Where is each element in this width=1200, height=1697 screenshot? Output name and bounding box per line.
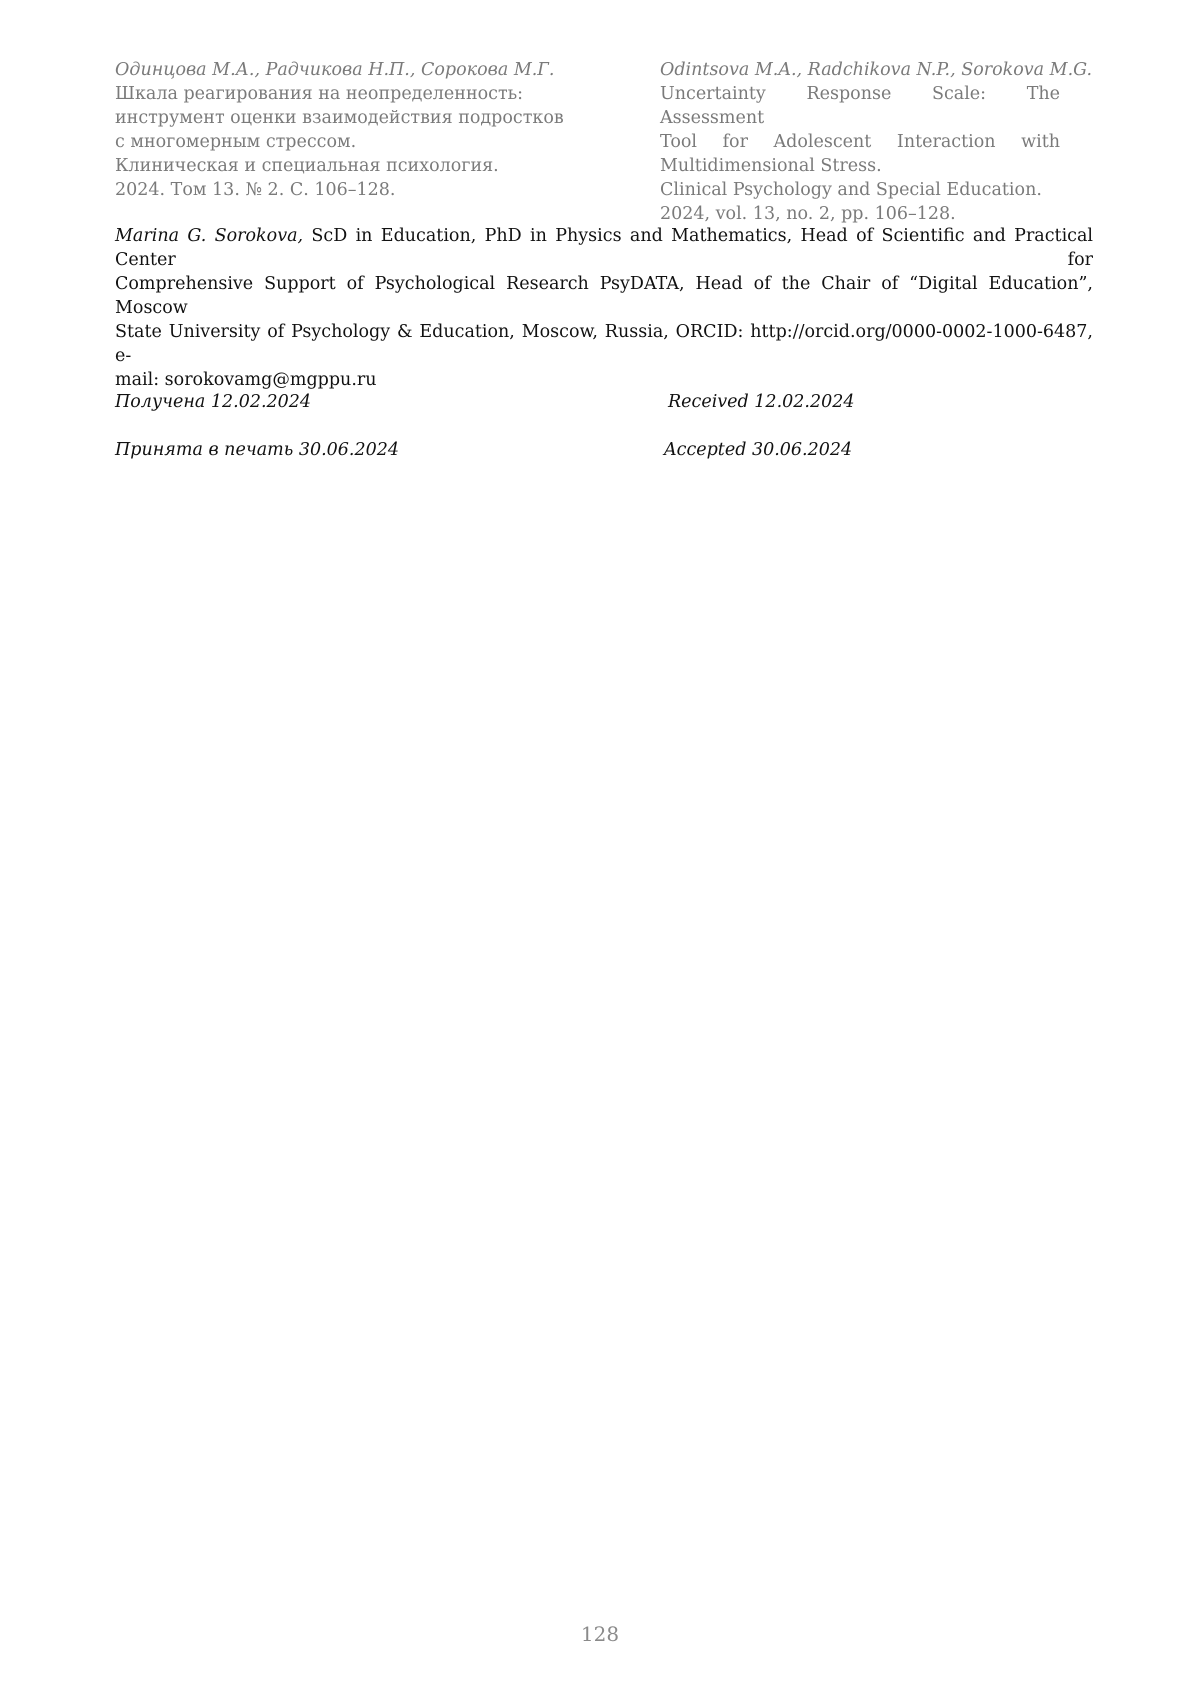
header-title-ru-line-2: инструмент оценки взаимодействия подростков xyxy=(115,108,564,128)
header-journal-en: Clinical Psychology and Special Education. xyxy=(660,180,1042,200)
running-header-en xyxy=(660,58,1093,226)
author-bio-line-1 xyxy=(115,224,1093,272)
author-bio-line-3: State University of Psychology & Education, Moscow, Russia, ORCID: http://orcid.org/0000-0002-1000-6487, e- xyxy=(115,322,1093,366)
header-title-en-line-2: Tool for Adolescent Interaction with xyxy=(660,132,1060,152)
author-bio-text-1: ScD in Education, PhD in Physics and Mathematics, Head of Scientific and Practical Center for xyxy=(115,226,1093,270)
received-date-en: Received 12.02.2024 xyxy=(668,392,855,412)
accepted-date-ru: Принята в печать 30.06.2024 xyxy=(115,440,400,460)
header-journal-ru: Клиническая и специальная психология. xyxy=(115,156,499,176)
page-number: 128 xyxy=(580,1622,620,1646)
author-name: Marina G. Sorokova, xyxy=(115,226,304,246)
header-authors-ru: Одинцова М.А., Радчикова Н.П., Сорокова М.Г. xyxy=(115,60,555,80)
header-citation-ru: 2024. Том 13. № 2. С. 106–128. xyxy=(115,180,396,200)
author-bio-line-2: Comprehensive Support of Psychological Research PsyDATA, Head of the Chair of “Digital Education”, Moscow xyxy=(115,274,1093,318)
author-bio-line-4: mail: sorokovamg@mgppu.ru xyxy=(115,370,377,390)
header-title-en-line-1: Uncertainty Response Scale: The Assessment xyxy=(660,84,1060,128)
header-citation-en: 2024, vol. 13, no. 2, pp. 106–128. xyxy=(660,204,956,224)
received-date-ru: Получена 12.02.2024 xyxy=(115,392,312,412)
header-title-ru-line-3: с многомерным стрессом. xyxy=(115,132,357,152)
accepted-date-en: Accepted 30.06.2024 xyxy=(664,440,853,460)
author-bio xyxy=(115,224,1093,392)
header-title-en-line-3: Multidimensional Stress. xyxy=(660,156,882,176)
header-authors-en: Odintsova M.A., Radchikova N.P., Sorokova M.G. xyxy=(660,60,1093,80)
header-title-ru-line-1: Шкала реагирования на неопределенность: xyxy=(115,84,524,104)
running-header-ru xyxy=(115,58,585,202)
